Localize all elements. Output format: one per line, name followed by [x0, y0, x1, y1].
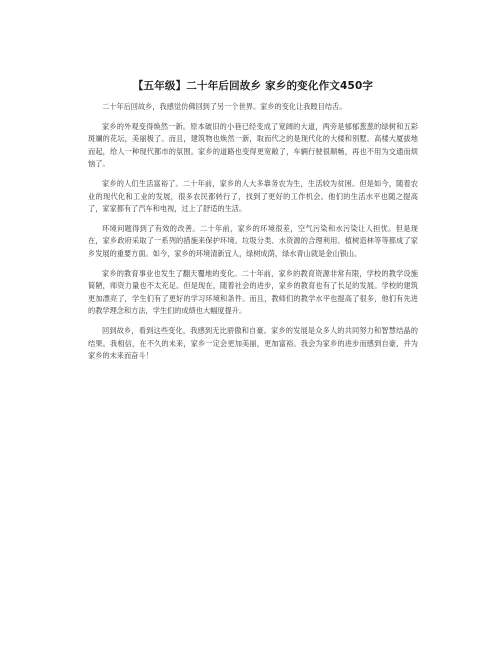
- document-title: 【五年级】二十年后回故乡 家乡的变化作文450字: [132, 80, 374, 92]
- paragraph-3: 家乡的人们生活富裕了。二十年前，家乡的人大多靠务农为生，生活较为贫困。但是如今，随着农业的现代化和工业的发展，很多农民都转行了，找到了更好的工作机会。他们的生活水平也随之提高了，家家都有了汽车和电视，过上了舒适的生活。: [88, 178, 418, 214]
- paragraph-1: 二十年后回故乡，我感觉仿佛回到了另一个世界。家乡的变化让我瞠目结舌。: [102, 102, 347, 111]
- document-page: [88, 78, 418, 370]
- paragraph-6: 回到故乡，看到这些变化，我感到无比骄傲和自豪。家乡的发展是众多人的共同努力和智慧结晶的结果。我相信，在不久的未来，家乡一定会更加美丽，更加富裕。我会为家乡的进步而感到自豪，并为家乡的未来而奋斗！: [88, 325, 418, 361]
- paragraph-5: 家乡的教育事业也发生了翻天覆地的变化。二十年前，家乡的教育资源非常有限，学校的教学设施简陋，师资力量也不太充足。但是现在，随着社会的进步，家乡的教育也有了长足的发展。学校的建筑更加漂亮了，学生们有了更好的学习环境和条件。而且，教师们的教学水平也提高了很多，他们有先进的教学理念和方法，学生们的成绩也大幅度提升。: [88, 268, 418, 316]
- paragraph-2: 家乡的外观变得焕然一新。原本破旧的小巷已经变成了宽阔的大道，两旁是郁郁葱葱的绿树和五彩斑斓的花坛，美丽极了。而且，建筑物也焕然一新，取而代之的是现代化的大楼和别墅。高楼大厦拔地而起，给人一种现代都市的氛围。家乡的道路也变得更宽敞了，车辆行驶很顺畅，再也不用为交通而烦恼了。: [88, 121, 418, 169]
- paragraph-4: 环境问题得到了有效的改善。二十年前，家乡的环境很差，空气污染和水污染让人担忧。但是现在，家乡政府采取了一系列的措施来保护环境。垃圾分类、水资源的合理利用、植树造林等等都成了家乡发展的重要方面。如今，家乡的环境清新宜人，绿树成荫，绿水青山就是金山银山。: [88, 223, 418, 258]
